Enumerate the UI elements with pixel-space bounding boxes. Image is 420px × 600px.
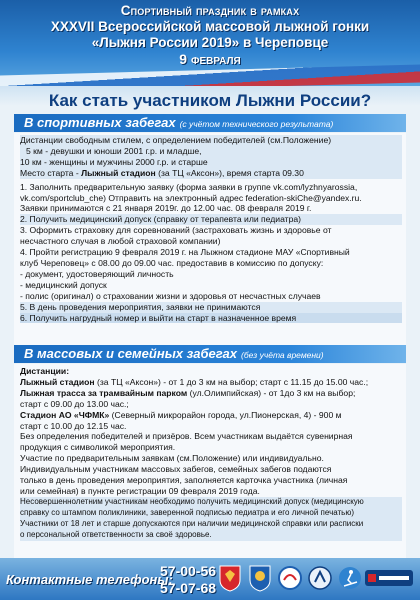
mass-note: Несовершеннолетним участникам необходимо получить медицинский допуск (медицинскую [20,497,402,508]
emblem-icon [248,564,272,592]
contacts-label: Контактные телефоны: [6,572,173,587]
sport-step: 5. В день проведения мероприятия, заявки не принимаются [20,302,402,313]
section-mass-bar [14,345,406,363]
sport-club-icon [278,564,302,592]
sport-line: Дистанции свободным стилем, с определением победителей (см.Положение) [20,135,402,146]
sport-step: 6. Получить нагрудный номер и выйти на старт в назначенное время [20,313,402,324]
section-mass-panel [14,364,406,559]
brand-logo [364,564,414,592]
header-line-3: «Лыжня России 2019» в Череповце [91,35,329,50]
mass-note: Участники от 18 лет и старше допускаются при наличии медицинской справки или расписки [20,519,402,530]
skier-icon [338,564,362,592]
mass-distances-heading: Дистанции: [20,366,70,376]
sport-line: 10 км - женщины и мужчины 2000 г.р. и старше [20,157,402,168]
section-sport-note: (с учётом технического результата) [179,119,334,129]
sport-step: 2. Получить медицинский допуск (справку от терапевта или педиатра) [20,214,402,225]
sport-doc: - документ, удостоверяющий личность [20,268,174,279]
header-line-1: Спортивный праздник в рамках [120,3,300,18]
phone-2[interactable]: 57-07-68 [160,580,217,596]
sport-doc: - полис (оригинал) о страховании жизни и здоровья от несчастных случаев [20,290,321,301]
mass-venue-2-time: старт с 09.00 до 13.00 час.; [20,398,129,409]
sport-step: несчастного случая в любой страховой компании) [20,236,221,247]
main-question: Как стать участником Лыжни России? [48,91,372,110]
coat-of-arms-icon [218,564,242,592]
sport-step: vk.com/sportclub_che) Отправить на электронный адрес federation-skiChe@yandex.ru. [20,192,362,203]
mass-venue-3: Стадион АО «ЧФМК» (Северный микрорайон города, ул.Пионерская, 4) - 900 м [20,409,342,420]
section-sport-bar [14,114,406,132]
mass-text: Без определения победителей и призёров. Всем участникам выдаётся сувенирная [20,431,353,442]
mass-venue-2: Лыжная трасса за трамвайным парком (ул.Олимпийская) - от 1до 3 км на выбор; [20,387,356,398]
mass-venue-1: Лыжный стадион (за ТЦ «Аксон») - от 1 до 3 км на выбор; старт с 11.15 до 15.00 час.; [20,376,369,387]
mass-text: только в день проведения мероприятия, заполняется карточка участника (личная [20,475,348,486]
mass-text: или семейная) в пункте регистрации 09 февраля 2019 года. [20,485,260,496]
sport-line: 5 км - девушки и юноши 2001 г.р. и младше, [20,146,402,157]
section-sport-panel [14,133,406,345]
sport-step: клуб Череповец» с 08.00 до 09.00 час. предоставив в комиссию по допуску: [20,257,324,268]
sport-step: 3. Оформить страховку для соревнований (застраховать жизнь и здоровье от [20,225,332,236]
section-mass-note: (без учёта времени) [241,350,324,360]
mass-note: справку со штампом поликлиники, заверенной подписью педиатра и его личной печатью) [20,508,402,519]
mass-note: о персональной ответственности за своё здоровье. [20,530,402,541]
sponsor-logos [214,562,418,596]
header-line-2: XXXVII Всероссийской массовой лыжной гонки [50,19,370,34]
mass-text: Индивидуальным участникам массовых забегов, семейных забегов подаются [20,464,332,475]
section-mass-title: В массовых и семейных забегах [24,346,238,361]
mass-venue-3-time: старт с 10.00 до 12.15 час. [20,420,127,431]
mass-text: продукция с символикой мероприятия. [20,442,176,453]
mass-text: Участие по предварительным заявкам (см.Положение) или индивидуально. [20,453,324,464]
sport-doc: - медицинский допуск [20,279,107,290]
sport-step: 1. Заполнить предварительную заявку (форма заявки в группе vk.com/lyzhnyarossia, [20,181,358,192]
sport-step: Заявки принимаются с 21 января 2019г. до 12.00 час. 08 февраля 2019 г. [20,203,312,214]
sport-step: 4. Пройти регистрацию 9 февраля 2019 г. на Лыжном стадионе МАУ «Спортивный [20,247,350,258]
sport-start-place: Место старта - Лыжный стадион (за ТЦ «Аксон»), время старта 09.30 [20,168,402,179]
phone-1[interactable]: 57-00-56 [160,563,217,579]
section-sport-title: В спортивных забегах [24,115,176,130]
federation-icon [308,564,332,592]
header-date: 9 февраля [179,51,241,67]
start-stadium: Лыжный стадион [81,167,156,178]
